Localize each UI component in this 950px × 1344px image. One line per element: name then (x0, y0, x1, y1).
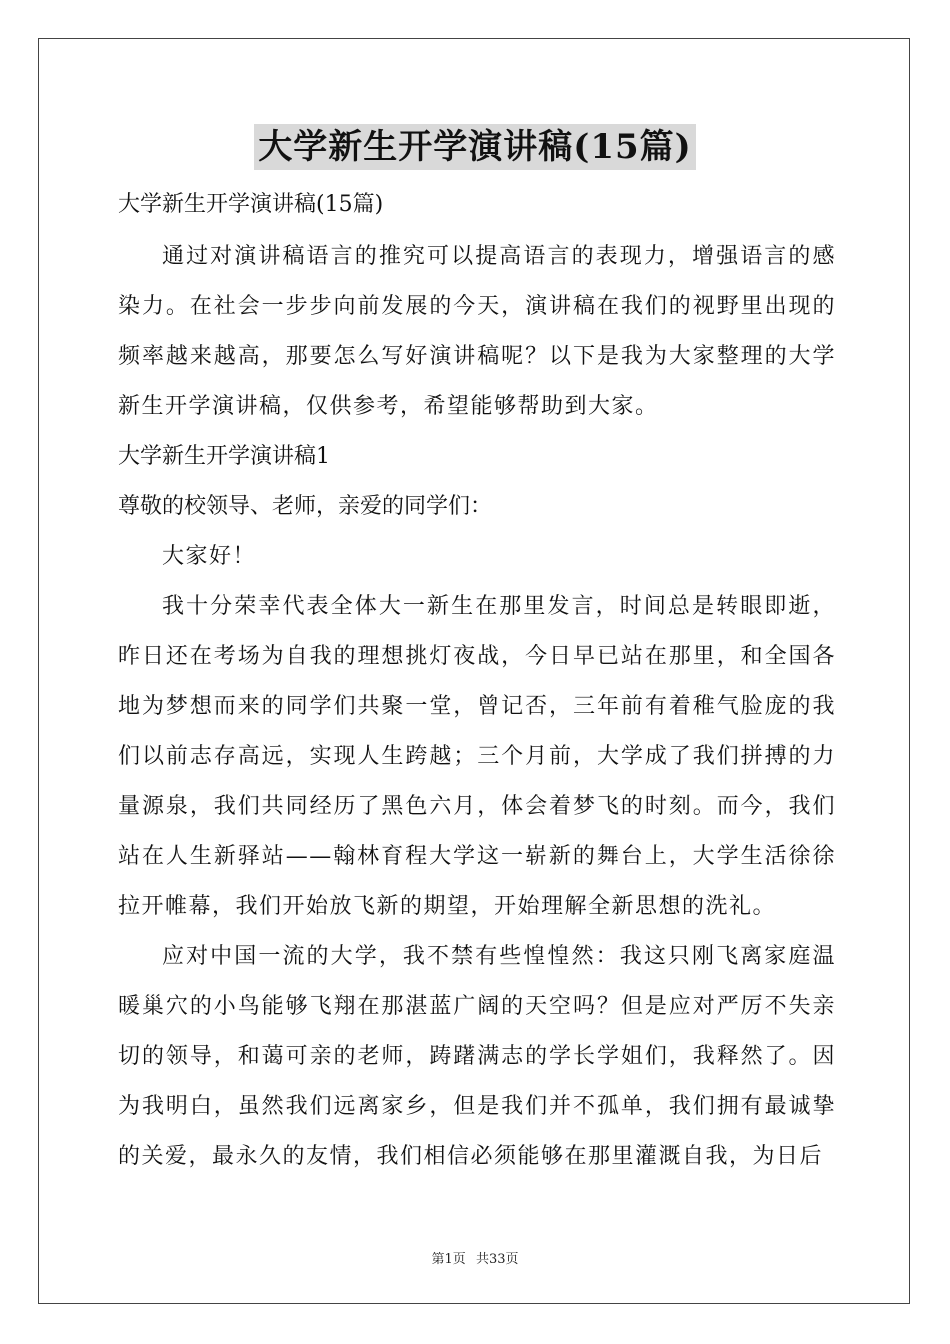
page-total: 共33页 (475, 1252, 519, 1267)
body-paragraph-2: 应对中国一流的大学，我不禁有些惶惶然：我这只刚飞离家庭温暖巢穴的小鸟能够飞翔在那湛蓝广阔的天空吗？但是应对严厉不失亲切的领导，和蔼可亲的老师，踌躇满志的学长学姐们，我释然了。因为我明白，虽然我们远离家乡，但是我们并不孤单，我们拥有最诚挚的关爱，最永久的友情，我们相信必须能够在那里灌溉自我，为日后 (118, 944, 836, 1169)
subtitle-line: 大学新生开学演讲稿(15篇) (118, 192, 384, 217)
greeting: 大家好！ (162, 544, 257, 569)
salutation: 尊敬的校领导、老师，亲爱的同学们： (118, 494, 493, 519)
page-number: 第1页 (431, 1252, 466, 1267)
title-wrap (0, 124, 950, 170)
document-body (118, 180, 836, 1182)
intro-paragraph: 通过对演讲稿语言的推究可以提高语言的表现力，增强语言的感染力。在社会一步步向前发展的今天，演讲稿在我们的视野里出现的频率越来越高，那要怎么写好演讲稿呢？以下是我为大家整理的大学新生开学演讲稿，仅供参考，希望能够帮助到大家。 (118, 244, 836, 419)
page-footer (0, 1248, 950, 1267)
section-heading: 大学新生开学演讲稿1 (118, 444, 330, 469)
document-title: 大学新生开学演讲稿(15篇) (254, 124, 696, 170)
body-paragraph-1: 我十分荣幸代表全体大一新生在那里发言，时间总是转眼即逝，昨日还在考场为自我的理想挑灯夜战，今日早已站在那里，和全国各地为梦想而来的同学们共聚一堂，曾记否，三年前有着稚气脸庞的我们以前志存高远，实现人生跨越；三个月前，大学成了我们拼搏的力量源泉，我们共同经历了黑色六月，体会着梦飞的时刻。而今，我们站在人生新驿站——翰林育程大学这一崭新的舞台上，大学生活徐徐拉开帷幕，我们开始放飞新的期望，开始理解全新思想的洗礼。 (118, 594, 836, 919)
